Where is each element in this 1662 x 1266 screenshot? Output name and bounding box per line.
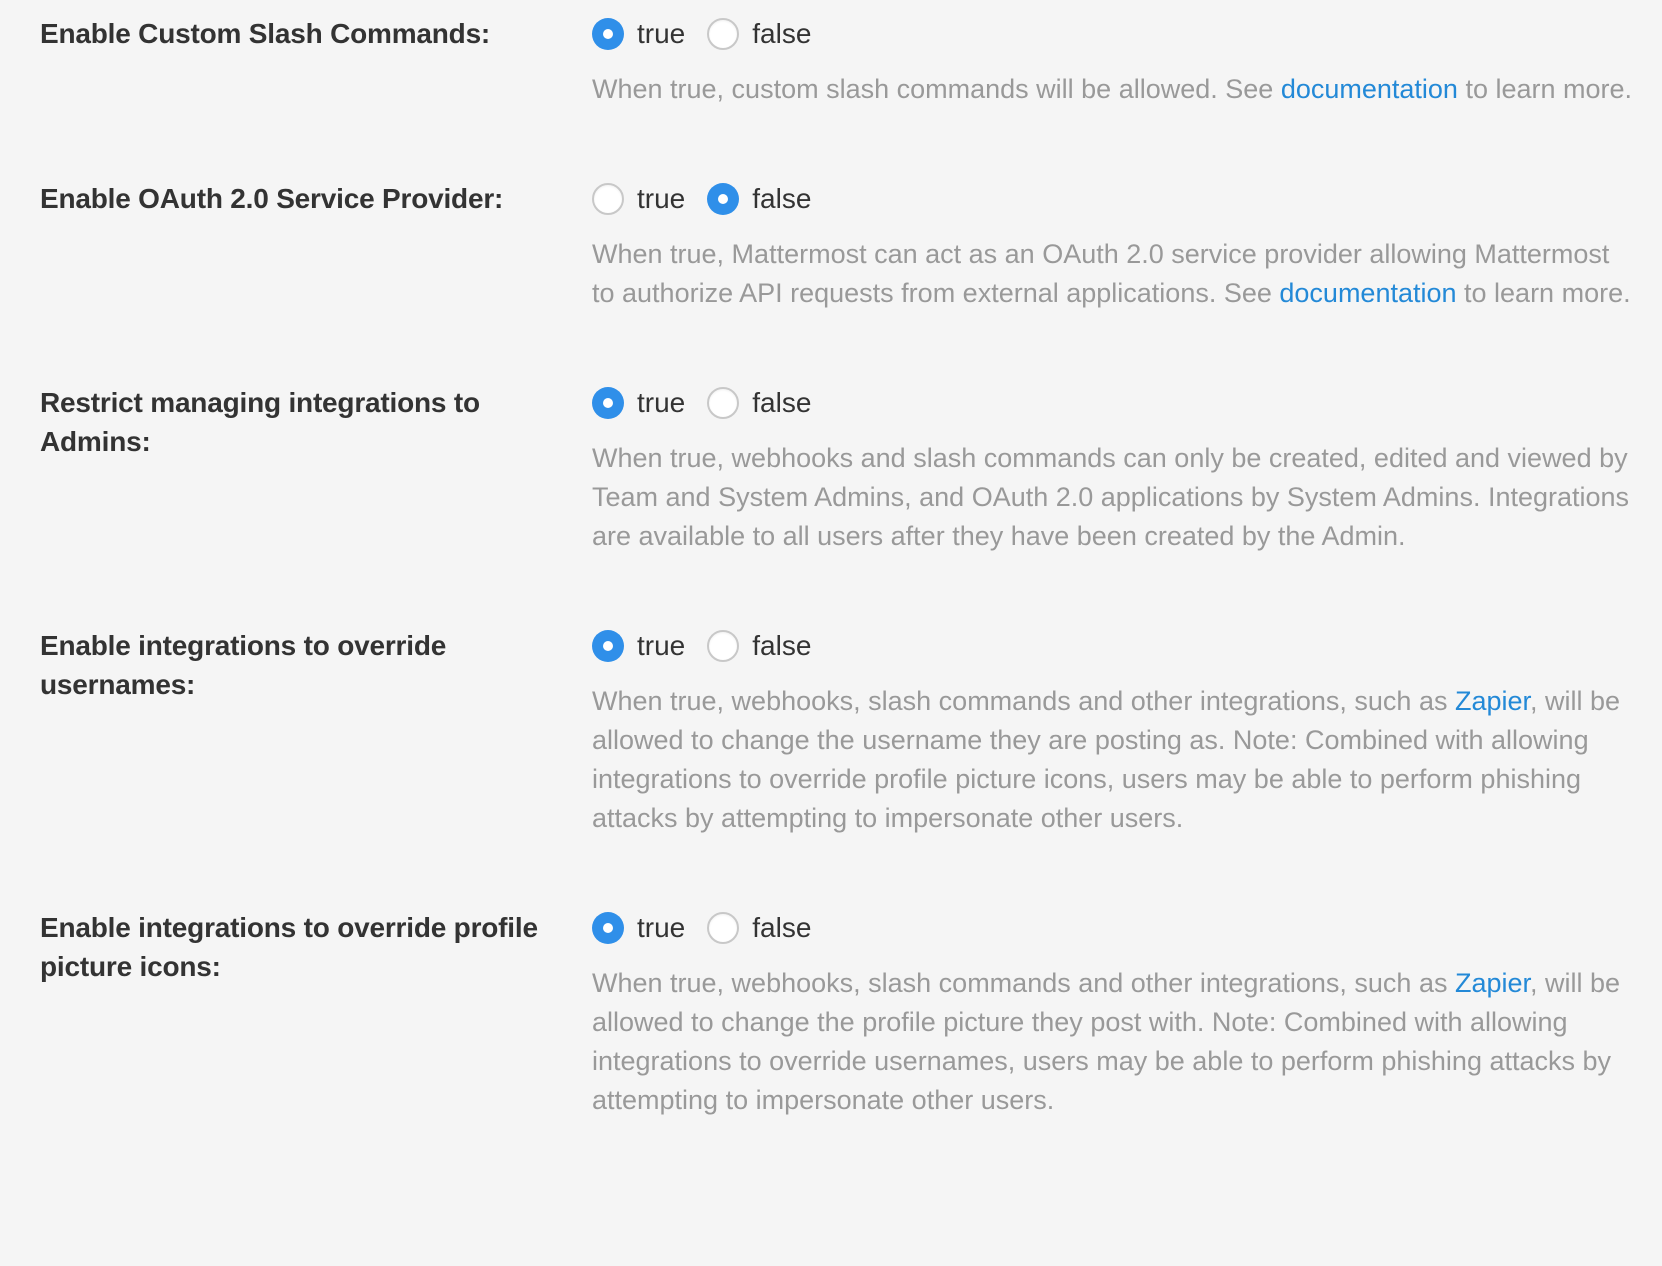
radio-false-label: false (752, 183, 812, 214)
setting-label: Enable integrations to override profile picture icons: (40, 912, 538, 982)
radio-true-label: true (637, 912, 686, 943)
setting-help-text (592, 70, 1632, 109)
radio-false-input[interactable] (707, 183, 739, 215)
radio-group (592, 626, 1632, 665)
radio-option-true[interactable] (592, 179, 685, 218)
radio-false-input[interactable] (707, 387, 739, 419)
setting-label: Enable Custom Slash Commands: (40, 18, 491, 49)
help-text-segment: When true, webhooks and slash commands can only be created, edited and viewed by Team and System Admins, and OAuth 2.0 applications by System Admins. Integrations are available to all users after they have been created by the Admin. (592, 443, 1630, 551)
radio-option-true[interactable] (592, 14, 685, 53)
radio-group (592, 383, 1632, 422)
help-text-segment: , will be allowed to change the profile picture they post with. Note: Combined with allowing integrations to override usernames, users may be able to perform phishing attacks by attempting to impersonate other users. (592, 968, 1621, 1115)
radio-false-label: false (752, 387, 812, 418)
radio-true-label: true (637, 183, 686, 214)
setting-controls (592, 908, 1632, 1120)
radio-option-true[interactable] (592, 908, 685, 947)
radio-true-input[interactable] (592, 18, 624, 50)
help-link[interactable]: documentation (1280, 74, 1458, 104)
radio-false-input[interactable] (707, 630, 739, 662)
radio-false-input[interactable] (707, 912, 739, 944)
setting-controls (592, 179, 1632, 313)
radio-option-false[interactable] (707, 14, 811, 53)
radio-false-label: false (752, 18, 812, 49)
help-text-segment: to learn more. (1457, 74, 1633, 104)
setting-help-text (592, 964, 1632, 1120)
setting-help-text (592, 682, 1632, 838)
setting-enable-custom-slash-commands (40, 14, 1632, 109)
radio-option-true[interactable] (592, 626, 685, 665)
radio-true-input[interactable] (592, 183, 624, 215)
radio-option-false[interactable] (707, 626, 811, 665)
radio-false-label: false (752, 912, 812, 943)
help-text-segment: When true, webhooks, slash commands and other integrations, such as (592, 968, 1455, 998)
help-text-segment: When true, webhooks, slash commands and other integrations, such as (592, 686, 1455, 716)
setting-enable-oauth2-service-provider (40, 179, 1632, 313)
radio-true-label: true (637, 387, 686, 418)
radio-option-false[interactable] (707, 383, 811, 422)
radio-option-true[interactable] (592, 383, 685, 422)
setting-label: Enable OAuth 2.0 Service Provider: (40, 183, 504, 214)
help-text-segment: When true, custom slash commands will be allowed. See (592, 74, 1281, 104)
radio-false-input[interactable] (707, 18, 739, 50)
setting-controls (592, 383, 1632, 556)
setting-controls (592, 626, 1632, 838)
radio-option-false[interactable] (707, 908, 811, 947)
radio-true-input[interactable] (592, 912, 624, 944)
setting-help-text (592, 439, 1632, 556)
help-link[interactable]: Zapier (1454, 968, 1531, 998)
help-text-segment: , will be allowed to change the username they are posting as. Note: Combined with allowing integrations to override profile picture icons, users may be able to perform phishing attacks by attempting to impersonate other users. (592, 686, 1621, 833)
radio-option-false[interactable] (707, 179, 811, 218)
help-text-segment: to learn more. (1456, 278, 1631, 308)
setting-label: Restrict managing integrations to Admins: (40, 387, 480, 457)
setting-label: Enable integrations to override usernames: (40, 630, 447, 700)
radio-true-input[interactable] (592, 630, 624, 662)
radio-true-input[interactable] (592, 387, 624, 419)
help-link[interactable]: documentation (1279, 278, 1457, 308)
help-link[interactable]: Zapier (1454, 686, 1531, 716)
radio-true-label: true (637, 630, 686, 661)
setting-help-text (592, 235, 1632, 313)
radio-group (592, 14, 1632, 53)
setting-enable-integrations-override-profile-picture-icons (40, 908, 1632, 1120)
radio-group (592, 179, 1632, 218)
radio-true-label: true (637, 18, 686, 49)
setting-controls (592, 14, 1632, 109)
radio-group (592, 908, 1632, 947)
setting-restrict-managing-integrations-to-admins (40, 383, 1632, 556)
radio-false-label: false (752, 630, 812, 661)
setting-enable-integrations-override-usernames (40, 626, 1632, 838)
help-text-segment: When true, Mattermost can act as an OAuth 2.0 service provider allowing Mattermost to authorize API requests from external applications. See (592, 239, 1610, 308)
